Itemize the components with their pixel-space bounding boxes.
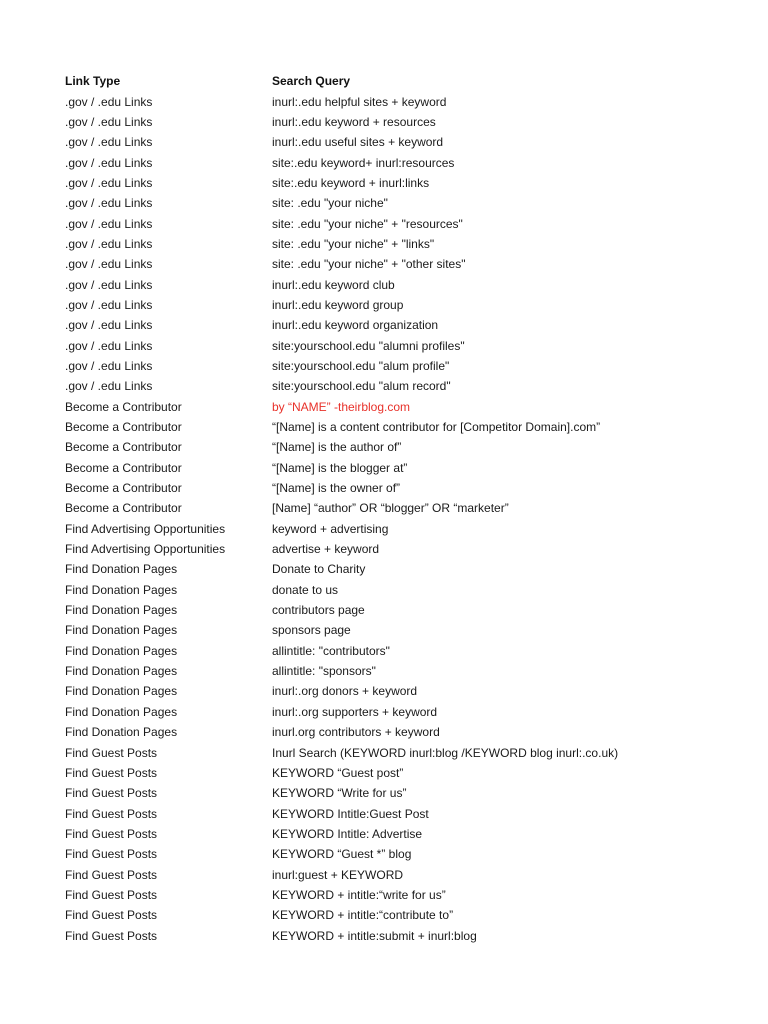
search-query-cell: KEYWORD “Guest post”	[272, 765, 404, 780]
search-query-cell: “[Name] is the blogger at”	[272, 460, 408, 475]
link-type-cell: Find Guest Posts	[65, 806, 158, 821]
link-type-cell: Find Donation Pages	[65, 643, 178, 658]
search-query-cell: site:yourschool.edu "alum profile"	[272, 358, 450, 373]
table-row	[65, 925, 745, 945]
link-type-cell: Become a Contributor	[65, 501, 182, 516]
search-query-cell: Inurl Search (KEYWORD inurl:blog /KEYWORD blog inurl:.co.uk)	[272, 745, 619, 760]
table-row	[65, 417, 745, 437]
table-row	[65, 681, 745, 701]
table-row	[65, 580, 745, 600]
link-type-cell: Find Guest Posts	[65, 765, 158, 780]
link-type-cell: Become a Contributor	[65, 440, 182, 455]
search-query-cell: allintitle: "contributors"	[272, 643, 390, 658]
search-query-cell: inurl:.edu helpful sites + keyword	[272, 94, 447, 109]
search-query-cell: site: .edu "your niche" + "links"	[272, 236, 435, 251]
table-row	[65, 254, 745, 274]
table-row	[65, 824, 745, 844]
search-query-cell: site:yourschool.edu "alumni profiles"	[272, 338, 465, 353]
search-query-table	[65, 71, 745, 946]
search-query-cell: inurl:guest + KEYWORD	[272, 867, 404, 882]
link-type-cell: Find Guest Posts	[65, 908, 158, 923]
link-type-cell: Find Donation Pages	[65, 664, 178, 679]
search-query-cell: inurl:.edu keyword club	[272, 277, 395, 292]
table-row	[65, 559, 745, 579]
link-type-cell: .gov / .edu Links	[65, 175, 153, 190]
link-type-cell: Find Donation Pages	[65, 725, 178, 740]
link-type-cell: Find Advertising Opportunities	[65, 542, 226, 557]
link-type-cell: .gov / .edu Links	[65, 297, 153, 312]
search-query-cell: inurl:.edu keyword organization	[272, 318, 439, 333]
search-query-cell: KEYWORD “Guest *” blog	[272, 847, 412, 862]
table-row	[65, 356, 745, 376]
table-row	[65, 193, 745, 213]
table-row	[65, 315, 745, 335]
search-query-cell: KEYWORD Intitle: Advertise	[272, 826, 423, 841]
table-row	[65, 702, 745, 722]
search-query-cell: KEYWORD + intitle:submit + inurl:blog	[272, 928, 477, 943]
link-type-cell: Become a Contributor	[65, 481, 182, 496]
search-query-cell: KEYWORD + intitle:“contribute to”	[272, 908, 454, 923]
search-query-cell: KEYWORD Intitle:Guest Post	[272, 806, 429, 821]
table-row	[65, 376, 745, 396]
link-type-cell: Find Guest Posts	[65, 928, 158, 943]
search-query-cell: sponsors page	[272, 623, 351, 638]
table-row	[65, 274, 745, 294]
link-type-cell: .gov / .edu Links	[65, 155, 153, 170]
link-type-cell: .gov / .edu Links	[65, 196, 153, 211]
link-type-cell: .gov / .edu Links	[65, 236, 153, 251]
search-query-cell: donate to us	[272, 582, 339, 597]
search-query-header: Search Query	[272, 74, 351, 89]
table-row	[65, 152, 745, 172]
link-type-cell: .gov / .edu Links	[65, 277, 153, 292]
table-row	[65, 478, 745, 498]
table-row	[65, 641, 745, 661]
table-row	[65, 661, 745, 681]
search-query-cell: “[Name] is the author of”	[272, 440, 402, 455]
link-type-cell: Find Donation Pages	[65, 562, 178, 577]
link-type-cell: .gov / .edu Links	[65, 257, 153, 272]
table-row	[65, 864, 745, 884]
search-query-cell: allintitle: "sponsors"	[272, 664, 376, 679]
search-query-cell: site: .edu "your niche"	[272, 196, 388, 211]
table-row	[65, 295, 745, 315]
search-query-cell: site:.edu keyword + inurl:links	[272, 175, 430, 190]
link-type-cell: Find Guest Posts	[65, 847, 158, 862]
table-row	[65, 519, 745, 539]
search-query-cell: inurl:.org donors + keyword	[272, 684, 418, 699]
link-type-cell: Find Donation Pages	[65, 684, 178, 699]
search-query-cell: site: .edu "your niche" + "other sites"	[272, 257, 466, 272]
link-type-cell: .gov / .edu Links	[65, 338, 153, 353]
link-type-cell: Become a Contributor	[65, 460, 182, 475]
table-row	[65, 600, 745, 620]
search-query-cell: keyword + advertising	[272, 521, 389, 536]
link-type-cell: Find Donation Pages	[65, 603, 178, 618]
link-type-cell: Find Guest Posts	[65, 826, 158, 841]
table-row	[65, 173, 745, 193]
table-row	[65, 783, 745, 803]
table-header-row	[65, 71, 745, 91]
link-type-header: Link Type	[65, 74, 121, 89]
search-query-cell: inurl:.edu useful sites + keyword	[272, 135, 444, 150]
link-type-cell: Find Donation Pages	[65, 704, 178, 719]
link-type-cell: Find Guest Posts	[65, 887, 158, 902]
table-row	[65, 91, 745, 111]
link-type-cell: Find Donation Pages	[65, 623, 178, 638]
link-type-cell: .gov / .edu Links	[65, 94, 153, 109]
table-row	[65, 539, 745, 559]
search-query-cell: advertise + keyword	[272, 542, 380, 557]
link-type-cell: .gov / .edu Links	[65, 114, 153, 129]
search-query-cell: site:yourschool.edu "alum record"	[272, 379, 451, 394]
table-row	[65, 458, 745, 478]
table-row	[65, 498, 745, 518]
link-type-cell: .gov / .edu Links	[65, 135, 153, 150]
link-type-cell: Find Guest Posts	[65, 867, 158, 882]
link-type-cell: Find Guest Posts	[65, 786, 158, 801]
link-type-cell: Become a Contributor	[65, 420, 182, 435]
search-query-cell: by “NAME” -theirblog.com	[272, 399, 411, 414]
table-row	[65, 885, 745, 905]
search-query-cell: KEYWORD + intitle:“write for us”	[272, 887, 446, 902]
table-row	[65, 620, 745, 640]
link-type-cell: .gov / .edu Links	[65, 358, 153, 373]
link-type-cell: .gov / .edu Links	[65, 318, 153, 333]
link-type-cell: Find Guest Posts	[65, 745, 158, 760]
table-row	[65, 722, 745, 742]
search-query-cell: site: .edu "your niche" + "resources"	[272, 216, 463, 231]
search-query-cell: KEYWORD “Write for us”	[272, 786, 407, 801]
table-row	[65, 112, 745, 132]
table-row	[65, 335, 745, 355]
link-type-cell: Find Advertising Opportunities	[65, 521, 226, 536]
table-row	[65, 132, 745, 152]
search-query-cell: “[Name] is a content contributor for [Competitor Domain].com”	[272, 420, 601, 435]
search-query-cell: Donate to Charity	[272, 562, 366, 577]
search-query-cell: contributors page	[272, 603, 365, 618]
table-row	[65, 763, 745, 783]
table-row	[65, 213, 745, 233]
search-query-cell: “[Name] is the owner of”	[272, 481, 401, 496]
table-body	[65, 91, 745, 945]
link-type-cell: Become a Contributor	[65, 399, 182, 414]
search-query-cell: [Name] “author” OR “blogger” OR “marketer”	[272, 501, 509, 516]
search-query-cell: inurl:.org supporters + keyword	[272, 704, 438, 719]
table-row	[65, 905, 745, 925]
link-type-cell: .gov / .edu Links	[65, 216, 153, 231]
link-type-cell: Find Donation Pages	[65, 582, 178, 597]
table-row	[65, 742, 745, 762]
table-row	[65, 803, 745, 823]
table-row	[65, 844, 745, 864]
link-type-cell: .gov / .edu Links	[65, 379, 153, 394]
search-query-cell: inurl:.edu keyword group	[272, 297, 404, 312]
table-row	[65, 234, 745, 254]
search-query-cell: site:.edu keyword+ inurl:resources	[272, 155, 455, 170]
search-query-cell: inurl.org contributors + keyword	[272, 725, 440, 740]
table-row	[65, 437, 745, 457]
search-query-cell: inurl:.edu keyword + resources	[272, 114, 436, 129]
table-row	[65, 397, 745, 417]
